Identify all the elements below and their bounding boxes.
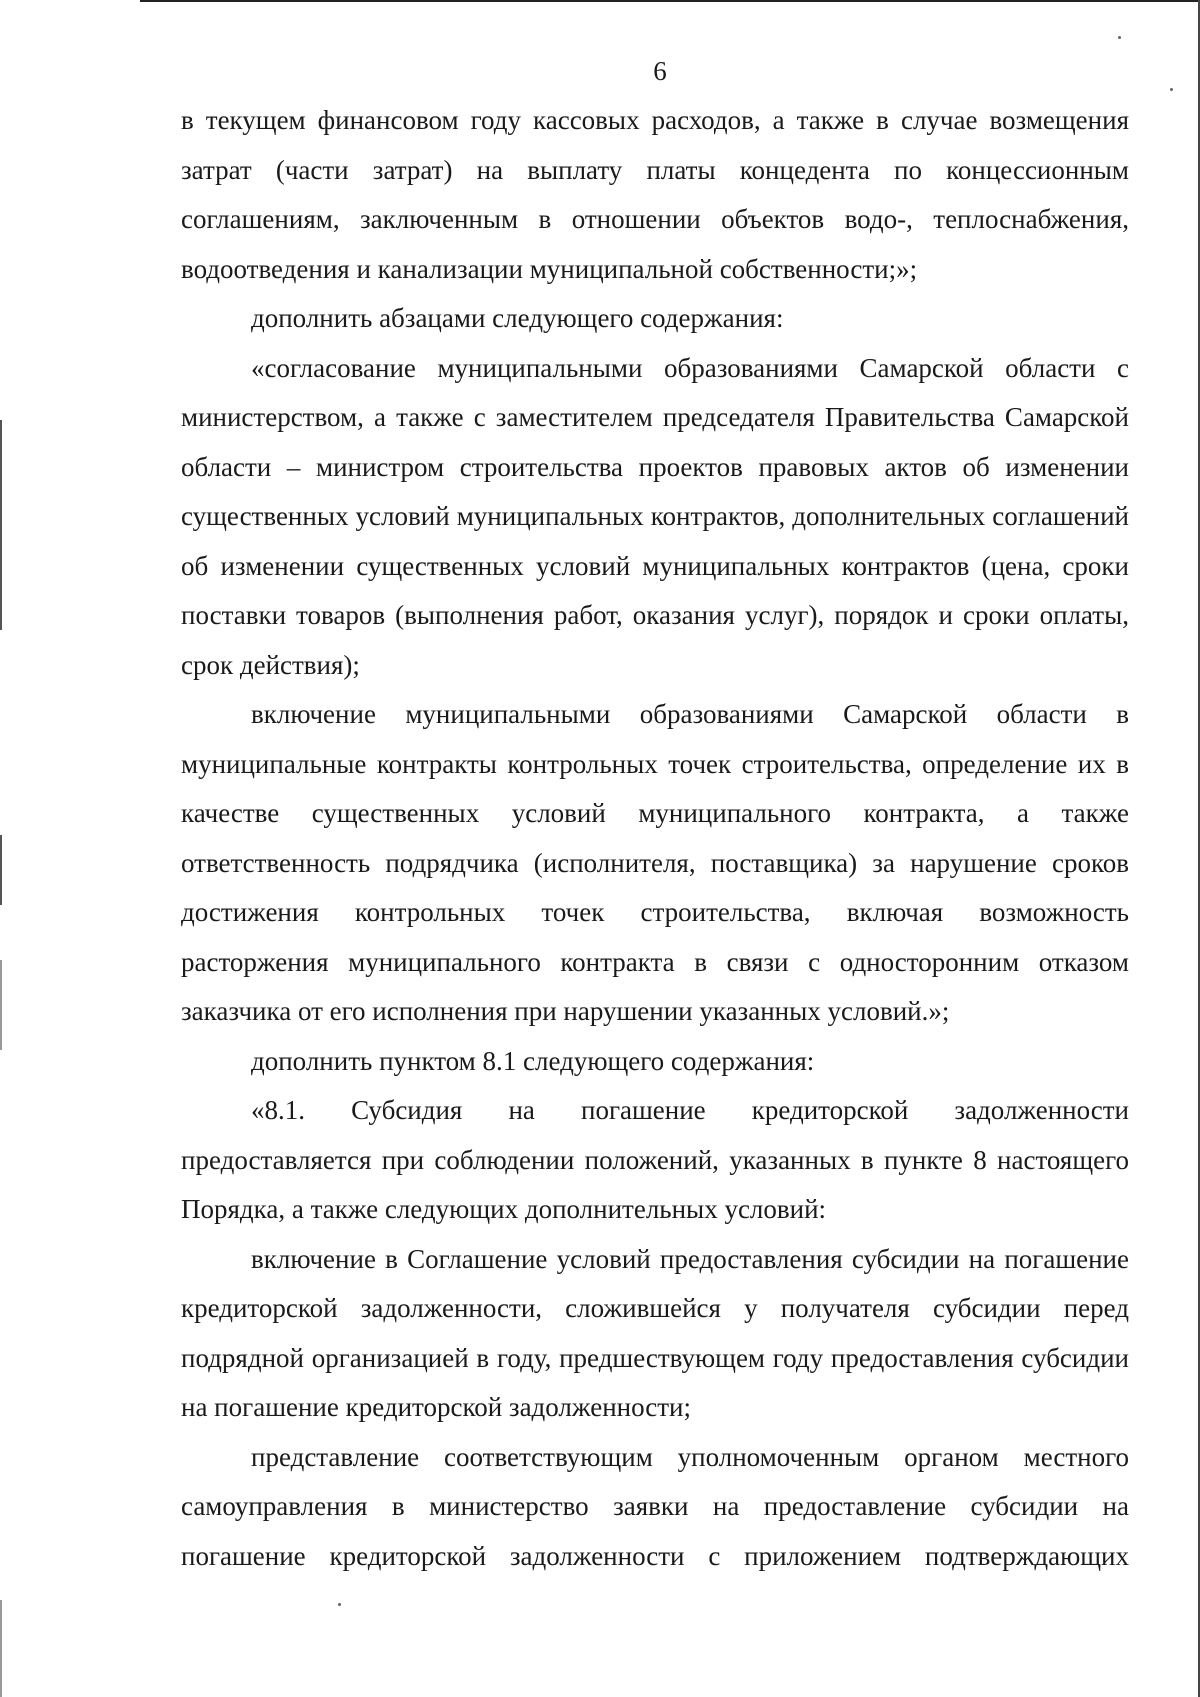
paragraph-application: представление соответствующим уполномоченным органом местного самоуправления в министерство заявки на предоставление субсидии на погашение кредиторской задолженности с приложением подтверждающих [181,1441,1129,1571]
paragraph-control-points: включение муниципальными образованиями Самарской области в муниципальные контракты контрольных точек строительства, определение их в качестве существенных условий муниципального контракта, а также ответственность подрядчика (исполнителя, поставщика) за нарушение сроков достижения контрольных точек строительства, включая возможность расторжения муниципального контракта в связи с односторонним отказом заказчика от его исполнения при нарушении указанных условий.»; [181,699,1129,1026]
scan-left-mark [0,960,2,1050]
scan-left-mark [0,835,2,905]
paragraph-add-clause: дополнить пунктом 8.1 следующего содержания: [251,1045,815,1076]
paragraph-amendment-intro: дополнить абзацами следующего содержания: [251,303,784,333]
document-body [181,96,1129,1581]
paragraph-coordination: «согласование муниципальными образованиями Самарской области с министерством, а также с заместителем председателя Правительства Самарской области – министром строительства проектов правовых актов об изменении существенных условий муниципальных контрактов, дополнительных соглашений об изменении существенных условий муниципальных контрактов (цена, сроки поставки товаров (выполнения работ, оказания услуг), порядок и сроки оплаты, срок действия); [181,352,1129,680]
scan-top-edge [140,0,1200,2]
scan-dust-dot [1170,88,1173,91]
page-number: 6 [653,56,667,86]
paragraph-clause-8-1: «8.1. Субсидия на погашение кредиторской задолженности предоставляется при соблюдении положений, указанных в пункте 8 настоящего Порядка, а также следующих дополнительных условий: [181,1095,1129,1224]
scan-left-mark [0,1600,2,1697]
scan-dust-dot [1118,36,1121,39]
scan-left-mark [0,420,2,630]
scan-dust-dot [338,1603,341,1606]
paragraph-continuation: в текущем финансовом году кассовых расходов, а также в случае возмещения затрат (части затрат) на выплату платы концедента по концессионным соглашениям, заключенным в отношении объектов водо-, теплоснабжения, водоотведения и канализации муниципальной собственности;»; [181,105,1129,284]
paragraph-agreement-terms: включение в Соглашение условий предоставления субсидии на погашение кредиторской задолженности, сложившейся у получателя субсидии перед подрядной организацией в году, предшествующем году предоставления субсидии на погашение кредиторской задолженности; [181,1243,1129,1422]
